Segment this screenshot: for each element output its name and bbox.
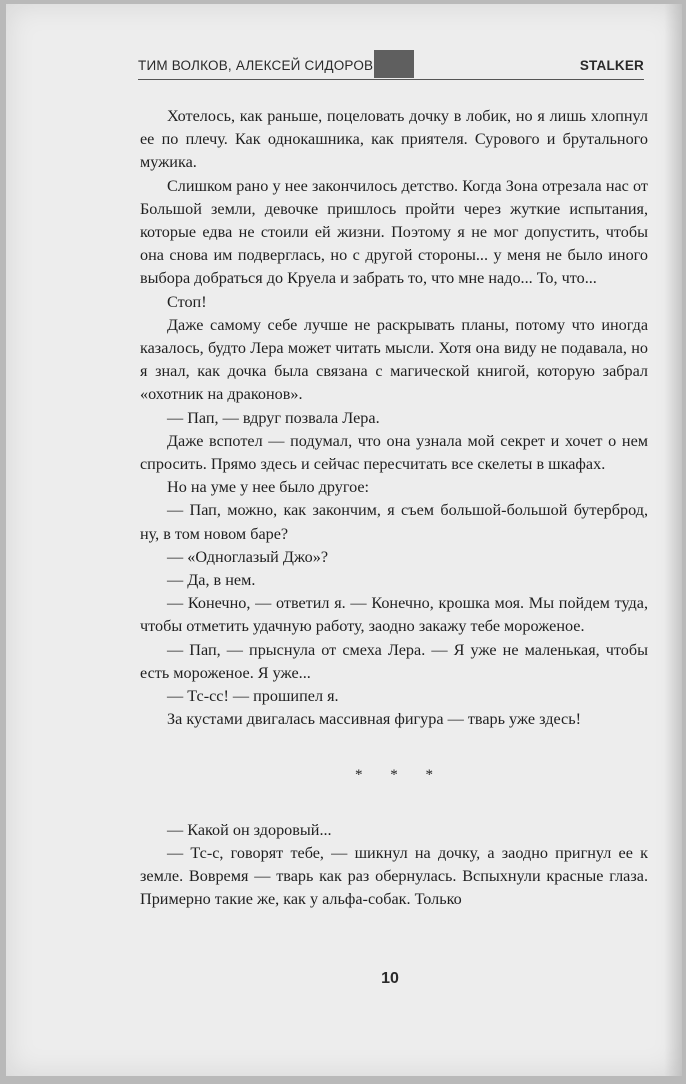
scene-break: * * * [355, 767, 445, 784]
running-head-marker [374, 50, 414, 78]
paragraph: — Тс-сс! — прошипел я. [167, 687, 339, 706]
paragraph: Слишком рано у нее закончилось детство. Когда Зона отрезала нас от Большой земли, девочке пришлось пройти через жуткие испытания, которые едва не стоили ей жизни. Поэтому я не мог допустить, чтобы она снова им подверглась, но с другой стороны... у меня не было иного выбора добраться до Круела и забрать то, что мне надо... То, что... [140, 176, 648, 288]
paragraph: — Пап, — вдруг позвала Лера. [167, 408, 380, 427]
paragraph: — Какой он здоровый... [167, 820, 332, 839]
paragraph: Даже самому себе лучше не раскрывать планы, потому что иногда казалось, будто Лера может читать мысли. Хотя она виду не подавала, но я знал, как дочка была связана с магической книгой, которую забрал «охотник на драконов». [140, 315, 648, 404]
paragraph: — Конечно, — ответил я. — Конечно, крошка моя. Мы пойдем туда, чтобы отметить удачную работу, заодно закажу тебе мороженое. [140, 594, 648, 636]
running-head [138, 58, 644, 78]
page-number: 10 [381, 970, 399, 987]
paragraph: Но на уме у нее было другое: [167, 478, 370, 497]
paragraph: — Да, в нем. [167, 571, 256, 590]
running-head-authors: ТИМ ВОЛКОВ, АЛЕКСЕЙ СИДОРОВ [138, 58, 374, 73]
running-head-rule [138, 79, 644, 80]
paragraph: — Тс-с, говорят тебе, — шикнул на дочку, а заодно пригнул ее к земле. Вовремя — тварь как раз обернулась. Вспыхнули красные глаза. Примерно такие же, как у альфа-собак. Только [140, 843, 648, 909]
paragraph: Стоп! [167, 292, 207, 311]
running-head-series: STALKER [579, 58, 644, 73]
book-page [6, 4, 682, 1076]
paragraph: Даже вспотел — подумал, что она узнала мой секрет и хочет о нем спросить. Прямо здесь и сейчас пересчитать все скелеты в шкафах. [140, 431, 648, 474]
paragraph: За кустами двигалась массивная фигура — тварь уже здесь! [167, 710, 582, 729]
paragraph: — «Одноглазый Джо»? [167, 547, 329, 566]
paragraph: Хотелось, как раньше, поцеловать дочку в лобик, но я лишь хлопнул ее по плечу. Как однокашника, как приятеля. Сурового и брутального мужика. [140, 107, 648, 172]
page-edge-shadow [664, 4, 682, 1076]
paragraph: — Пап, — прыснула от смеха Лера. — Я уже не маленькая, чтобы есть мороженое. Я уже... [140, 640, 648, 682]
paragraph: — Пап, можно, как закончим, я съем большой-большой бутерброд, ну, в том новом баре? [140, 501, 648, 543]
body-text [140, 105, 648, 912]
